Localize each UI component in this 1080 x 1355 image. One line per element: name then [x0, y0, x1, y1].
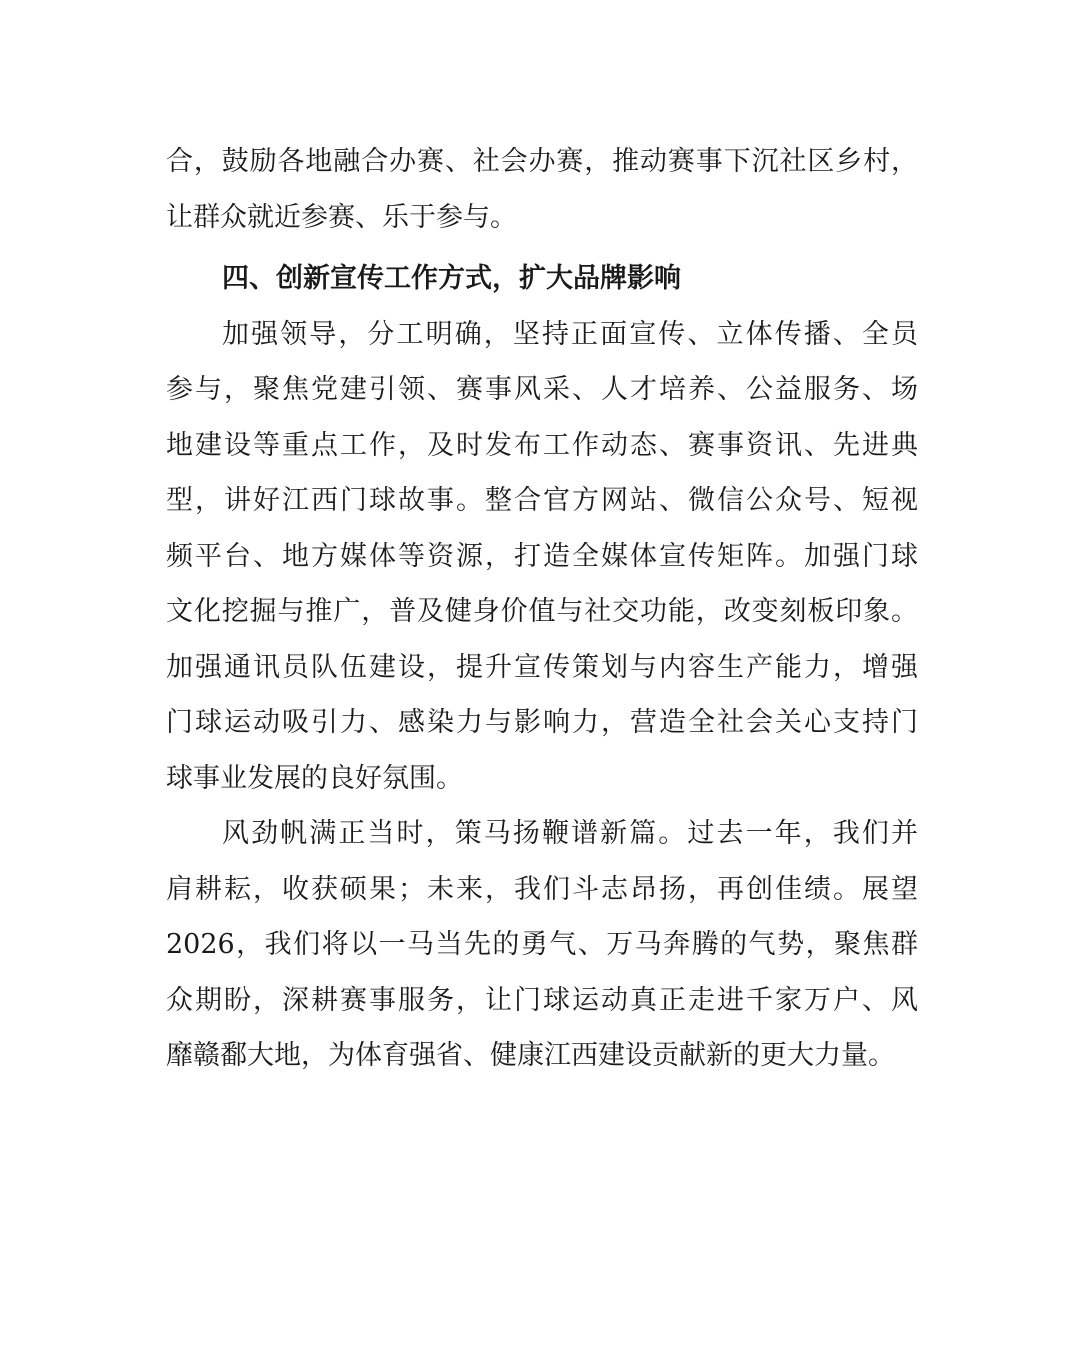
paragraph-line: 球事业发展的良好氛围。	[166, 762, 463, 794]
closing-paragraph	[166, 806, 918, 1084]
paragraph-line: 让群众就近参赛、乐于参与。	[166, 201, 517, 233]
paragraph-line: 合，鼓励各地融合办赛、社会办赛，推动赛事下沉社区乡村，	[166, 146, 918, 177]
paragraph-line: 靡赣鄱大地，为体育强省、健康江西建设贡献新的更大力量。	[166, 1040, 895, 1071]
paragraph-line: 风劲帆满正当时，策马扬鞭谱新篇。过去一年，我们并	[222, 818, 918, 849]
paragraph-line: 频平台、地方媒体等资源，打造全媒体宣传矩阵。加强门球	[166, 540, 918, 572]
paragraph-line: 门球运动吸引力、感染力与影响力，营造全社会关心支持门	[166, 707, 918, 738]
paragraph-line: 地建设等重点工作，及时发布工作动态、赛事资讯、先进典	[166, 429, 918, 461]
intro-paragraph	[166, 134, 918, 245]
section-paragraph	[166, 307, 918, 807]
paragraph-line: 文化挖掘与推广，普及健身价值与社交功能，改变刻板印象。	[166, 596, 918, 627]
paragraph-line: 参与，聚焦党建引领、赛事风采、人才培养、公益服务、场	[166, 374, 918, 405]
paragraph-line: 肩耕耘，收获硕果；未来，我们斗志昂扬，再创佳绩。展望	[166, 873, 918, 905]
paragraph-line: 型，讲好江西门球故事。整合官方网站、微信公众号、短视	[166, 485, 918, 516]
paragraph-line: 加强领导，分工明确，坚持正面宣传、立体传播、全员	[222, 318, 918, 350]
paragraph-line: 众期盼，深耕赛事服务，让门球运动真正走进千家万户、风	[166, 984, 918, 1016]
paragraph-line: 加强通讯员队伍建设，提升宣传策划与内容生产能力，增强	[166, 651, 918, 683]
section-heading: 四、创新宣传工作方式，扩大品牌影响	[222, 263, 681, 294]
paragraph-line: 2026，我们将以一马当先的勇气、万马奔腾的气势，聚焦群	[166, 929, 918, 960]
document-body	[166, 134, 918, 1084]
